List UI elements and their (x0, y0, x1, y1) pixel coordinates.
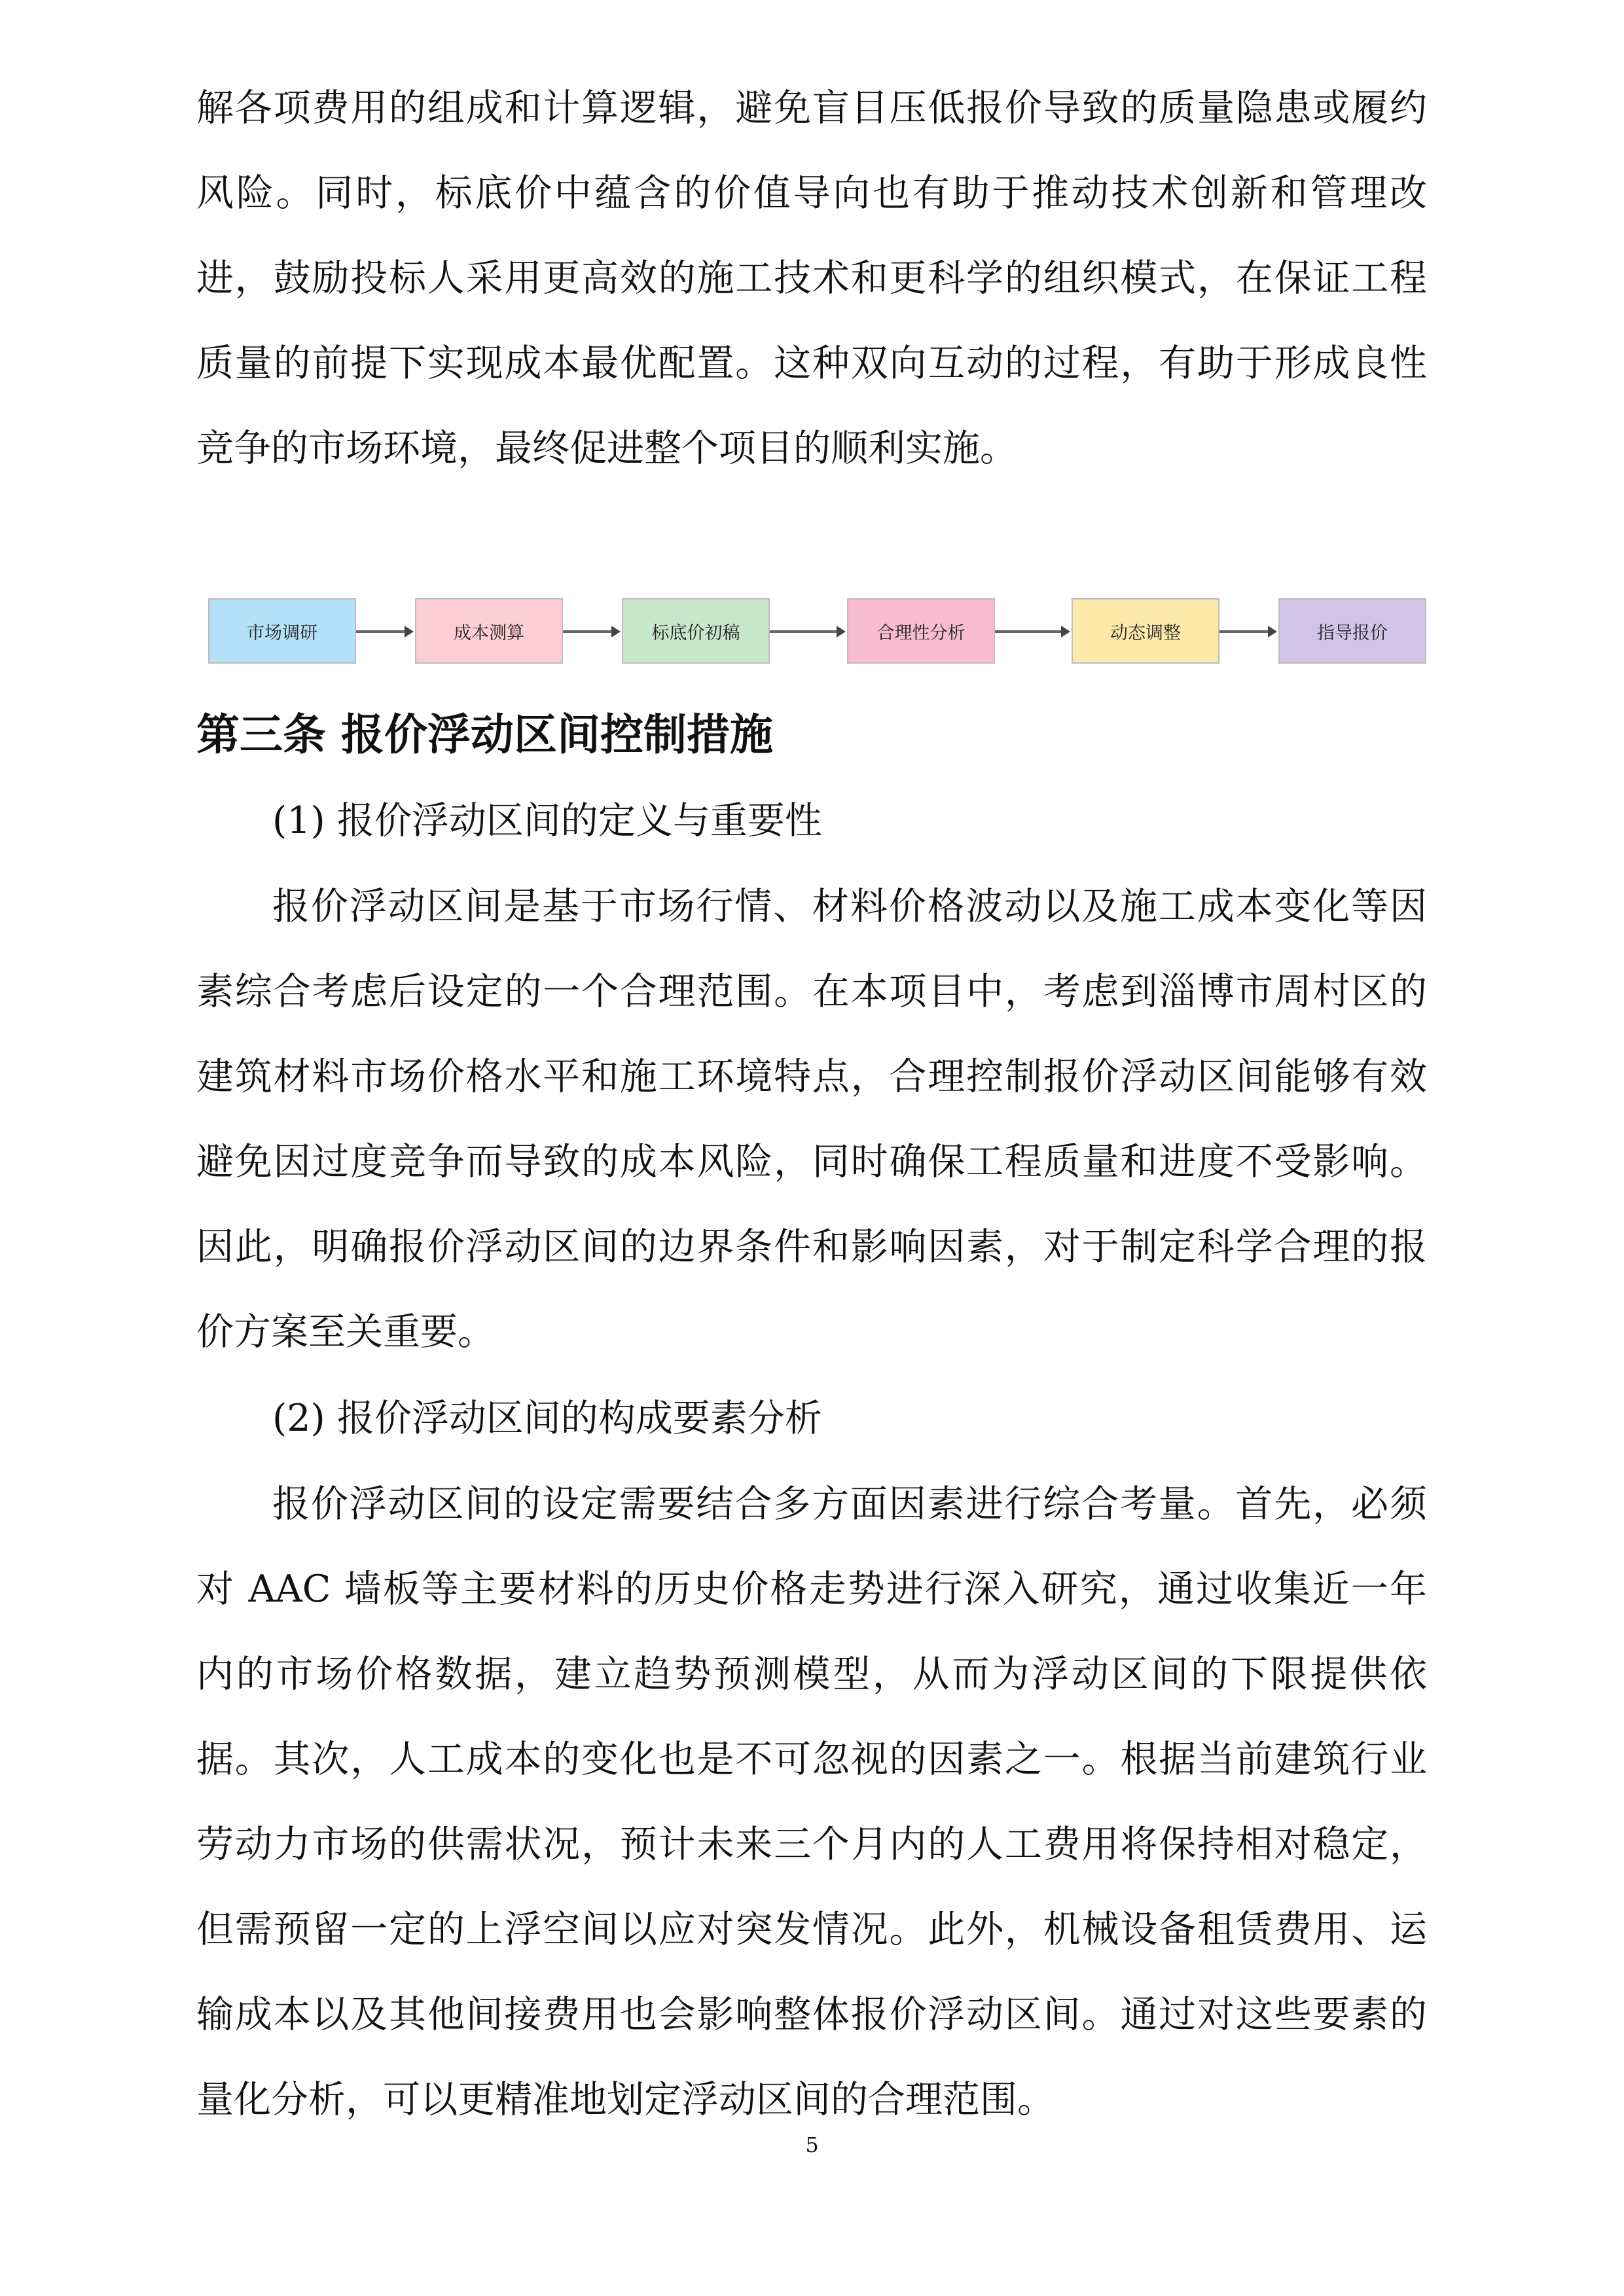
flow-arrow-icon (995, 630, 1062, 633)
paragraph-line: 建筑材料市场价格水平和施工环境特点，合理控制报价浮动区间能够有效 (196, 1055, 1427, 1098)
flow-step-label: 市场调研 (247, 622, 317, 643)
paragraph-line: 量化分析，可以更精准地划定浮动区间的合理范围。 (196, 2078, 1055, 2121)
paragraph-line: 输成本以及其他间接费用也会影响整体报价浮动区间。通过对这些要素的 (196, 1993, 1427, 2036)
paragraph-line: 但需预留一定的上浮空间以应对突发情况。此外，机械设备租赁费用、运 (196, 1908, 1427, 1951)
flow-arrow-icon (1219, 630, 1269, 633)
flow-arrow-icon (770, 630, 838, 633)
flow-step-box (415, 598, 563, 664)
paragraph-line: 风险。同时，标底价中蕴含的价值导向也有助于推动技术创新和管理改 (196, 171, 1427, 215)
flow-arrow-icon (563, 630, 613, 633)
flow-step-label: 成本测算 (454, 622, 524, 643)
paragraph-line: 对 AAC 墙板等主要材料的历史价格走势进行深入研究，通过收集近一年 (196, 1568, 1427, 1611)
flow-step-box (1278, 598, 1426, 664)
section-heading: 第三条 报价浮动区间控制措施 (196, 709, 773, 760)
paragraph-line: 进，鼓励投标人采用更高效的施工技术和更科学的组织模式，在保证工程 (196, 257, 1427, 300)
paragraph-line: 报价浮动区间的设定需要结合多方面因素进行综合考量。首先，必须 (272, 1482, 1427, 1526)
subheading: (1) 报价浮动区间的定义与重要性 (272, 799, 822, 842)
paragraph-line: 素综合考虑后设定的一个合理范围。在本项目中，考虑到淄博市周村区的 (196, 970, 1427, 1013)
subheading: (2) 报价浮动区间的构成要素分析 (272, 1397, 822, 1440)
paragraph-line: 劳动力市场的供需状况，预计未来三个月内的人工费用将保持相对稳定， (196, 1823, 1427, 1866)
paragraph-line: 内的市场价格数据，建立趋势预测模型，从而为浮动区间的下限提供依 (196, 1653, 1427, 1696)
flow-step-label: 动态调整 (1110, 622, 1181, 643)
flow-step-box (847, 598, 995, 664)
flow-step-box (622, 598, 770, 664)
paragraph-line: 竞争的市场环境，最终促进整个项目的顺利实施。 (196, 427, 1017, 470)
flow-step-box (1072, 598, 1219, 664)
flow-arrow-icon (356, 630, 406, 633)
flow-step-label: 合理性分析 (876, 622, 965, 643)
page-number: 5 (805, 2132, 819, 2157)
paragraph-line: 避免因过度竞争而导致的成本风险，同时确保工程质量和进度不受影响。 (196, 1140, 1427, 1183)
flow-step-label: 指导报价 (1317, 622, 1388, 643)
flow-step-label: 标底价初稿 (651, 622, 740, 643)
paragraph-line: 据。其次，人工成本的变化也是不可忽视的因素之一。根据当前建筑行业 (196, 1738, 1427, 1781)
flow-step-box (208, 598, 356, 664)
paragraph-line: 价方案至关重要。 (196, 1310, 495, 1354)
paragraph-line: 解各项费用的组成和计算逻辑，避免盲目压低报价导致的质量隐患或履约 (196, 86, 1427, 130)
paragraph-line: 因此，明确报价浮动区间的边界条件和影响因素，对于制定科学合理的报 (196, 1225, 1427, 1268)
paragraph-line: 报价浮动区间是基于市场行情、材料价格波动以及施工成本变化等因 (272, 885, 1427, 928)
paragraph-line: 质量的前提下实现成本最优配置。这种双向互动的过程，有助于形成良性 (196, 342, 1427, 385)
